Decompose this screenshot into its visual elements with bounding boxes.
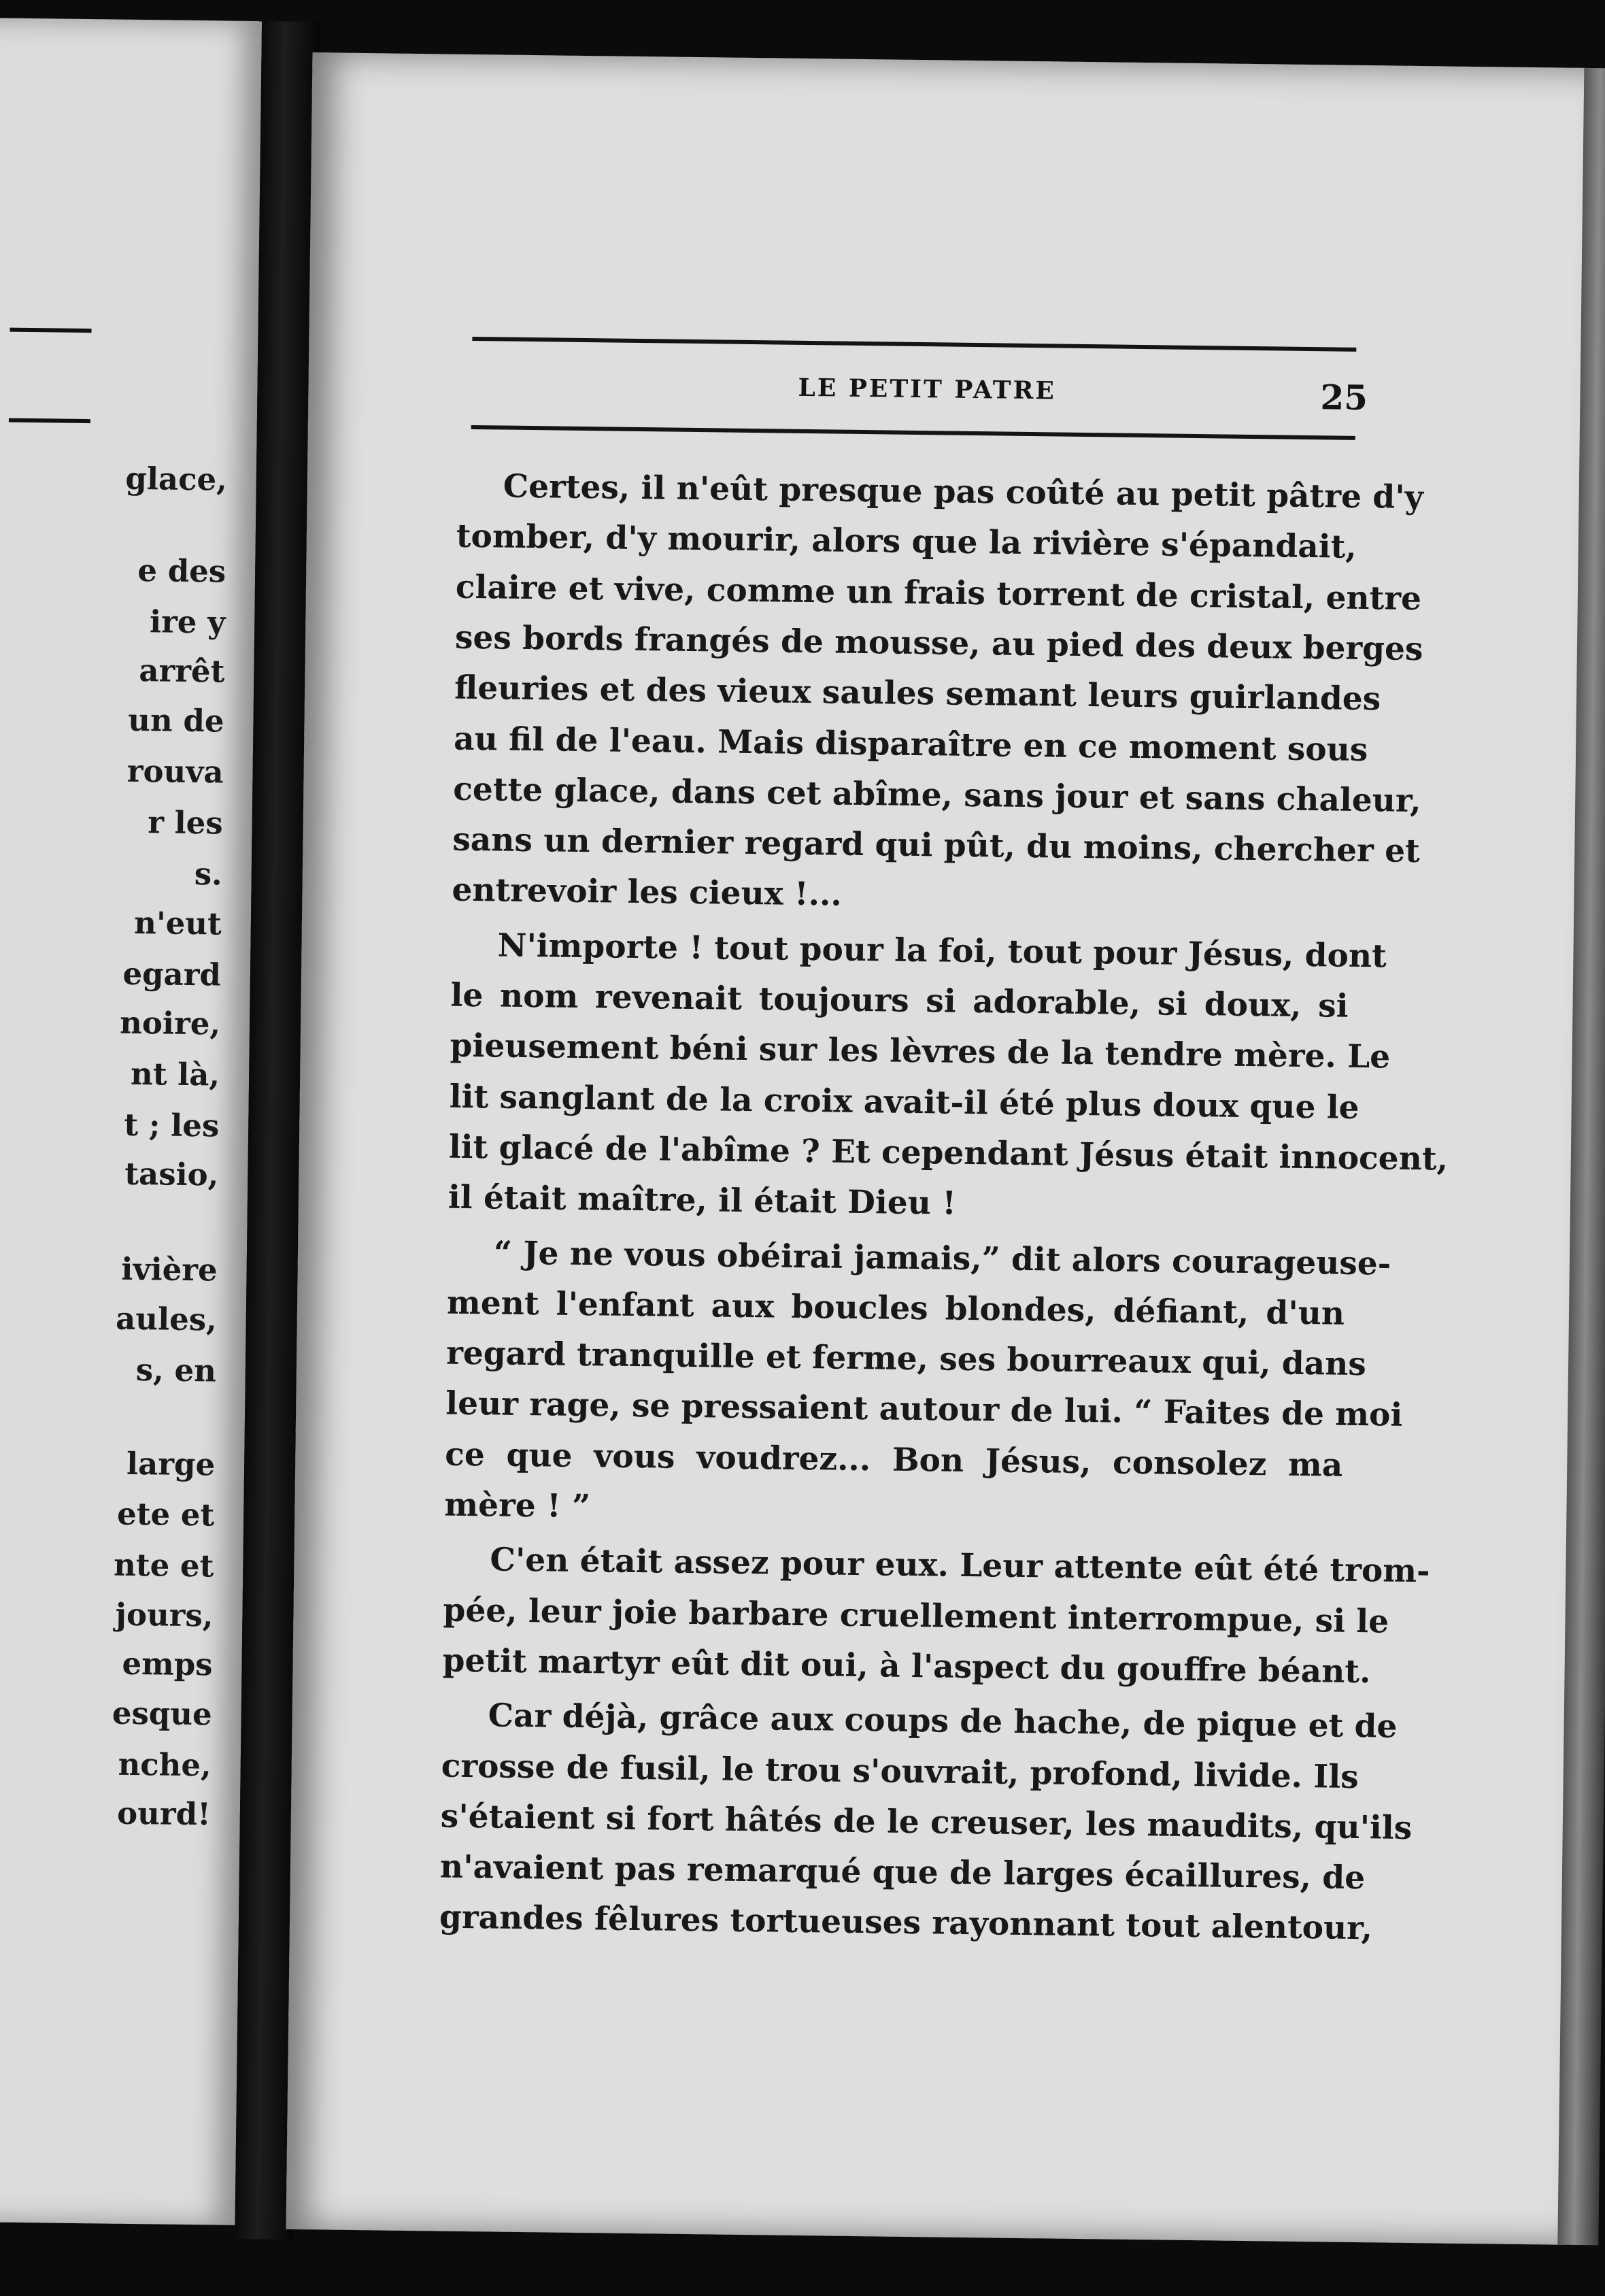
left-page-fragment: esque bbox=[112, 1695, 213, 1733]
left-page-text-fragments bbox=[0, 459, 228, 1833]
text-line: crosse de fusil, le trou s'ouvrait, profond, livide. Ils bbox=[441, 1747, 1359, 1796]
left-page-fragment: arrêt bbox=[139, 652, 225, 690]
left-page-fragment: rouva bbox=[126, 752, 224, 791]
text-line: Car déjà, grâce aux coups de hache, de pique et de bbox=[488, 1697, 1398, 1746]
left-page-fragment: large bbox=[126, 1445, 216, 1483]
text-line: pieusement béni sur les lèvres de la tendre mère. Le bbox=[450, 1027, 1391, 1076]
left-page-fragment: glace, bbox=[125, 460, 228, 498]
left-page-fragment: tasio, bbox=[124, 1155, 219, 1193]
text-line: claire et vive, comme un frais torrent de cristal, entre bbox=[455, 568, 1422, 618]
running-title: LE PETIT PATRE bbox=[798, 373, 1057, 405]
text-line: C'en était assez pour eux. Leur attente eût été trom- bbox=[490, 1541, 1430, 1591]
left-page-fragment: nte et bbox=[113, 1546, 214, 1584]
left-page-fragment: ete et bbox=[116, 1495, 215, 1533]
left-page-fragment: nche, bbox=[118, 1746, 212, 1784]
text-line: entrevoir les cieux !... bbox=[452, 871, 843, 914]
text-line: sans un dernier regard qui pût, du moins, chercher et bbox=[452, 820, 1421, 871]
text-line: regard tranquille et ferme, ses bourreaux qui, dans bbox=[445, 1334, 1367, 1384]
left-page-fragment: t ; les bbox=[124, 1106, 220, 1144]
left-page-fragment: s, en bbox=[135, 1352, 217, 1389]
text-line: lit sanglant de la croix avait-il été plus doux que le bbox=[449, 1078, 1359, 1127]
left-page-fragment: emps bbox=[122, 1645, 213, 1683]
page-number: 25 bbox=[1320, 377, 1368, 418]
text-line: au fil de l'eau. Mais disparaître en ce moment sous bbox=[453, 720, 1368, 769]
left-page-fragment: ire y bbox=[149, 603, 226, 641]
left-page-fragment: ourd! bbox=[116, 1795, 212, 1833]
text-line: fleuries et des vieux saules semant leurs guirlandes bbox=[454, 669, 1381, 718]
left-header-rule-lower bbox=[9, 418, 90, 423]
text-line: ses bords frangés de mousse, au pied des deux berges bbox=[454, 618, 1423, 668]
left-header-rule bbox=[10, 328, 91, 333]
left-page-fragment: noire, bbox=[119, 1004, 221, 1042]
text-line: le nom revenait toujours si adorable, si doux, si bbox=[450, 976, 1349, 1025]
left-page-fragment: r les bbox=[147, 804, 224, 842]
left-page bbox=[0, 18, 262, 2225]
text-line: leur rage, se pressaient autour de lui. “ Faites de moi bbox=[445, 1384, 1403, 1435]
text-line: grandes fêlures tortueuses rayonnant tout alentour, bbox=[439, 1898, 1373, 1948]
text-line: cette glace, dans cet abîme, sans jour et sans chaleur, bbox=[452, 770, 1421, 820]
left-page-fragment: s. bbox=[194, 856, 223, 893]
text-line: ce que vous voudrez... Bon Jésus, consolez ma bbox=[445, 1435, 1343, 1484]
left-page-fragment: un de bbox=[128, 701, 224, 739]
text-line: ment l'enfant aux boucles blondes, défiant, d'un bbox=[446, 1284, 1345, 1333]
left-page-fragment: jours, bbox=[115, 1596, 214, 1634]
left-page-fragment: aules, bbox=[115, 1300, 218, 1338]
text-line: s'étaient si fort hâtés de le creuser, les maudits, qu'ils bbox=[440, 1797, 1413, 1847]
text-line: N'importe ! tout pour la foi, tout pour Jésus, dont bbox=[497, 927, 1387, 976]
text-line: n'avaient pas remarqué que de larges écaillures, de bbox=[439, 1848, 1366, 1897]
text-line: Certes, il n'eût presque pas coûté au petit pâtre d'y bbox=[503, 467, 1424, 517]
text-line: pée, leur joie barbare cruellement interrompue, si le bbox=[443, 1591, 1389, 1641]
text-line: tomber, d'y mourir, alors que la rivière s'épandait, bbox=[456, 517, 1357, 567]
text-line: lit glacé de l'abîme ? Et cependant Jésus était innocent, bbox=[448, 1128, 1449, 1178]
left-page-fragment: e des bbox=[137, 552, 226, 590]
text-line: “ Je ne vous obéirai jamais,” dit alors courageuse- bbox=[493, 1233, 1391, 1283]
text-line: petit martyr eût dit oui, à l'aspect du gouffre béant. bbox=[442, 1642, 1371, 1691]
left-page-fragment: ivière bbox=[121, 1250, 218, 1288]
left-page-fragment: n'eut bbox=[133, 904, 222, 942]
text-line: il était maître, il était Dieu ! bbox=[447, 1178, 957, 1222]
text-line: mère ! ” bbox=[444, 1486, 591, 1526]
left-page-fragment: egard bbox=[122, 955, 222, 993]
left-page-fragment: nt là, bbox=[130, 1055, 220, 1093]
